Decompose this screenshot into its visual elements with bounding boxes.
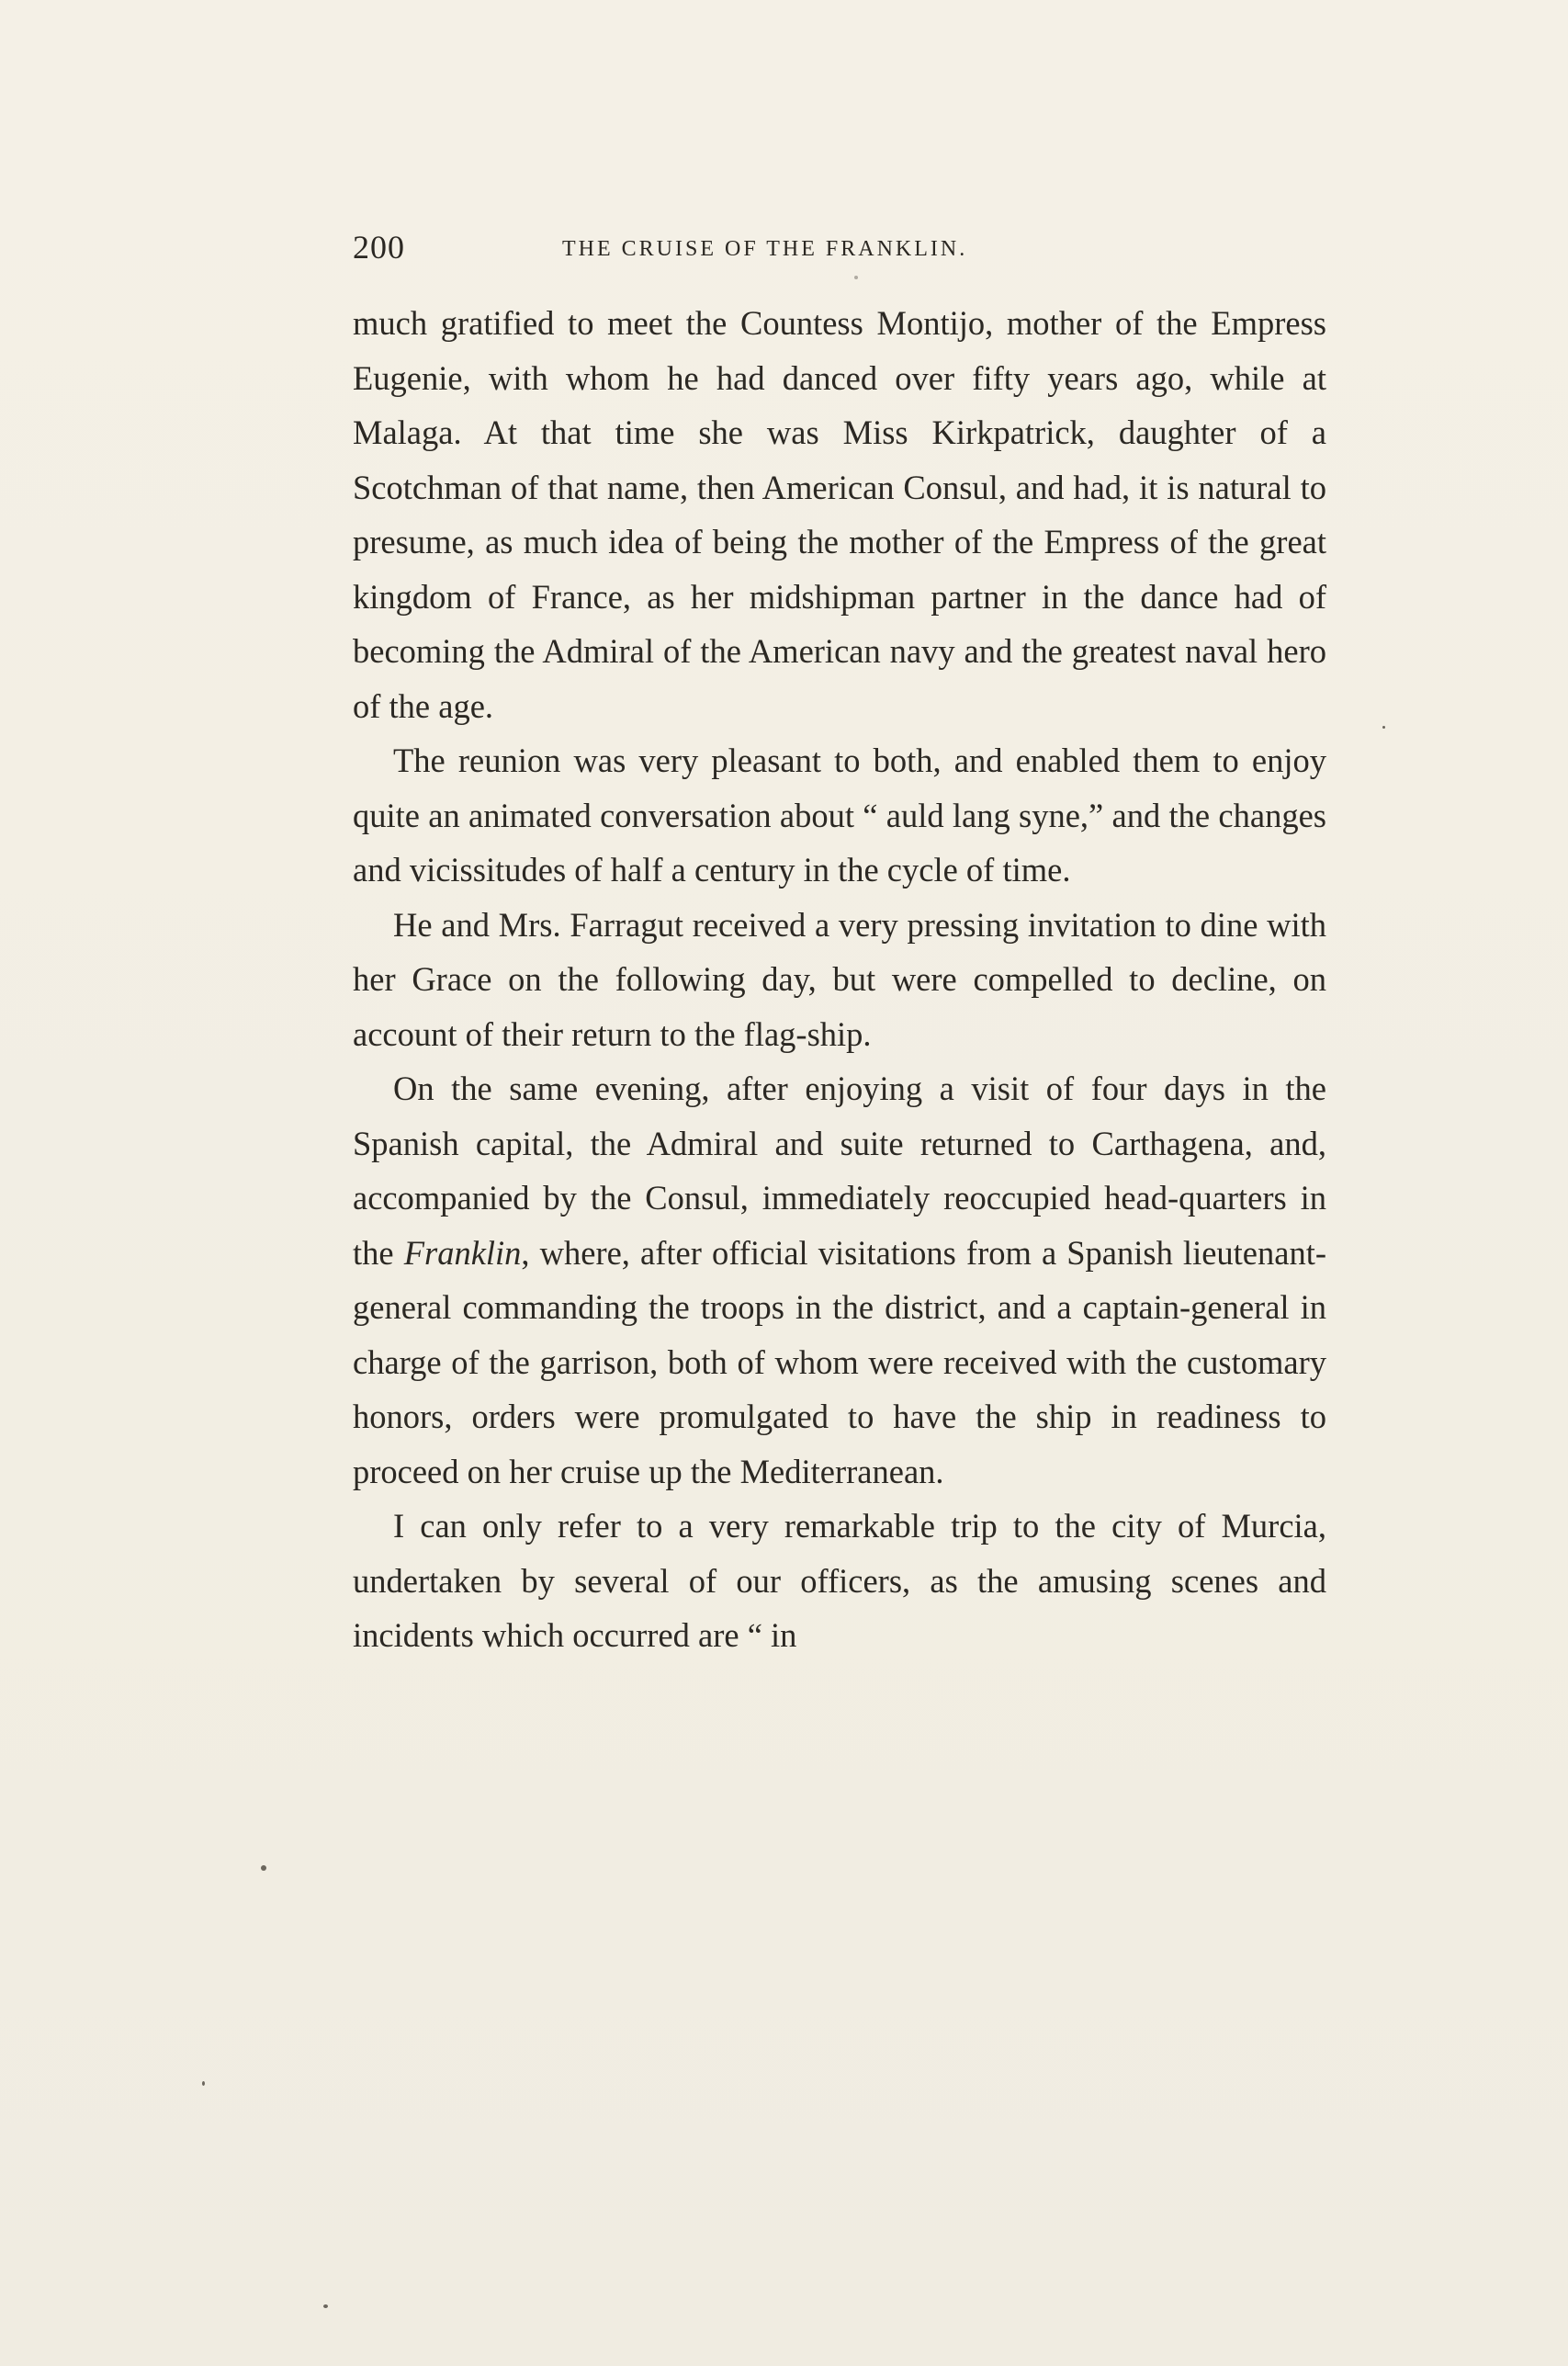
paper-speck [854, 276, 858, 279]
paper-speck [261, 1865, 266, 1871]
page-header [353, 228, 1326, 274]
paragraph-4-end: , where, after official visitations from a Spanish lieutenant-general commanding the troops in the district, and a captain-general in charge of the garrison, both of whom were received with the customary honors, orders were promulgated to have the ship in readiness to proceed on her cruise up the Mediterranean. [353, 1233, 1326, 1490]
body-text [353, 296, 1326, 1663]
paragraph-4 [353, 1061, 1326, 1499]
page-number: 200 [353, 229, 405, 266]
paragraph-5: I can only refer to a very remarkable trip to the city of Murcia, undertaken by several of our officers, as the amusing scenes and incidents which occurred are “ in [353, 1507, 1326, 1654]
paper-speck [323, 2304, 328, 2308]
paragraph-3: He and Mrs. Farragut received a very pressing invitation to dine with her Grace on the following day, but were compelled to decline, on account of their return to the flag-ship. [353, 905, 1326, 1053]
paragraph-1: much gratified to meet the Countess Montijo, mother of the Empress Eugenie, with whom he had danced over fifty years ago, while at Malaga. At that time she was Miss Kirkpatrick, daughter of a Scotchman of that name, then American Consul, and had, it is natural to presume, as much idea of being the mother of the Empress of the great kingdom of France, as her midshipman partner in the dance had of becoming the Admiral of the American navy and the greatest naval hero of the age. [353, 304, 1326, 725]
paragraph-2: The reunion was very pleasant to both, and enabled them to enjoy quite an animated conversation about “ auld lang syne,” and the changes and vicissitudes of half a century in the cycle of time. [353, 741, 1326, 889]
paper-speck [1382, 726, 1385, 729]
paper-speck [202, 2081, 205, 2086]
running-head: THE CRUISE OF THE FRANKLIN. [562, 237, 968, 261]
paragraph-4-start: On the same evening, after enjoying a visit of four days in the Spanish capital, the Admiral and suite returned to Carthagena, and, accompanied by the Consul, immediately reoccupied head-quarters in the [353, 1070, 1326, 1272]
ship-name: Franklin [403, 1233, 522, 1272]
